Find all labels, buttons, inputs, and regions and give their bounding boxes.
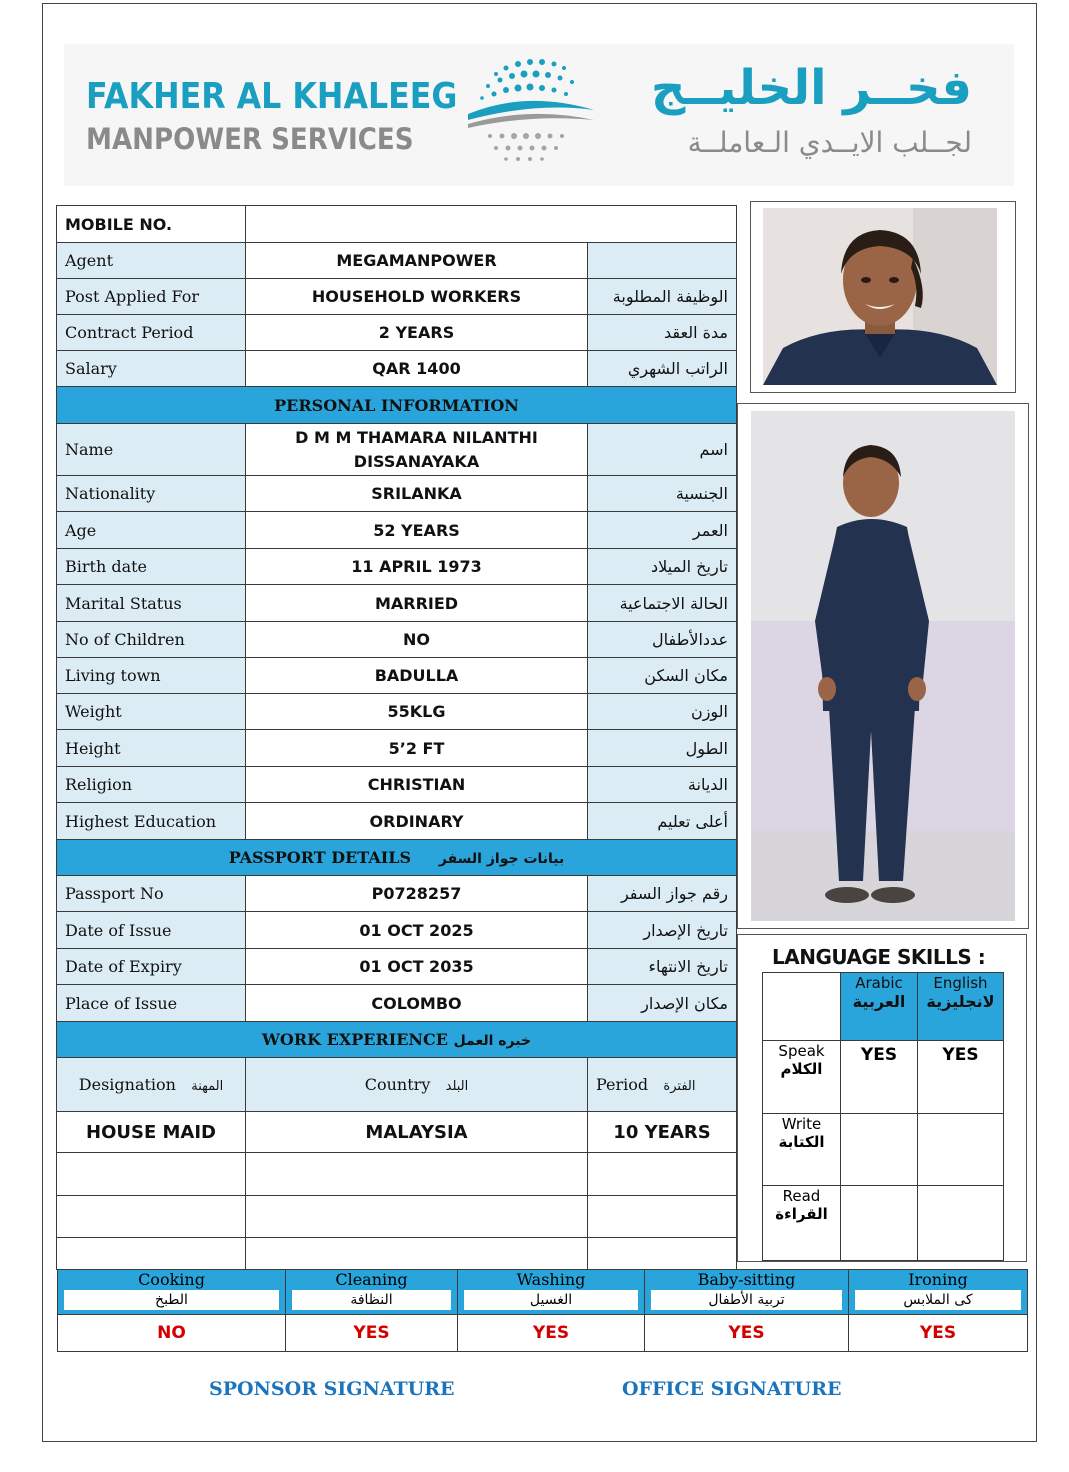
arabic-header-ar: العربية [852, 992, 906, 1011]
education-label-ar: أعلى تعليم [588, 803, 737, 840]
skill-washing-en: Washing [516, 1270, 586, 1289]
name-value [246, 424, 588, 476]
skill-cooking-ar: الطبخ [64, 1290, 279, 1310]
salary-value: QAR 1400 [246, 351, 588, 387]
name-value-line-1: D M M THAMARA NILANTHI [295, 427, 538, 447]
arabic-header-en: Arabic [855, 974, 903, 992]
weight-label: Weight [57, 694, 246, 730]
company-name-ar: فخــر الخليــج [650, 60, 972, 116]
salary-label: Salary [57, 351, 246, 387]
skill-cleaning-value: YES [286, 1315, 458, 1352]
company-logo-icon [466, 54, 596, 172]
weight-value: 55KLG [246, 694, 588, 730]
children-label-ar: عددالأطفال [588, 622, 737, 658]
passport-no-label-ar: رقم جواز السفر [588, 876, 737, 912]
agent-label: Agent [57, 243, 246, 279]
speak-english-value: YES [918, 1041, 1004, 1114]
name-label: Name [57, 424, 246, 476]
english-header-ar: لانجليزية [926, 992, 995, 1011]
birth-date-label: Birth date [57, 549, 246, 585]
write-english-value [918, 1114, 1004, 1186]
marital-status-label: Marital Status [57, 585, 246, 622]
children-label: No of Children [57, 622, 246, 658]
skill-babysitting-en: Baby-sitting [697, 1270, 796, 1289]
passport-heading-ar: بيانات جواز السفر [438, 851, 565, 867]
period-header-ar: الفترة [663, 1079, 696, 1094]
passport-no-label: Passport No [57, 876, 246, 912]
issue-date-label: Date of Issue [57, 912, 246, 949]
company-subtitle-ar: لجــلب الايــدي الـعاملــة [687, 126, 972, 159]
read-arabic-value [841, 1186, 918, 1261]
country-header-ar: البلد [445, 1079, 469, 1094]
skill-cooking-en: Cooking [138, 1270, 205, 1289]
language-corner-cell [763, 973, 841, 1041]
work-experience-heading [57, 1022, 737, 1058]
passport-no-value: P0728257 [246, 876, 588, 912]
post-label: Post Applied For [57, 279, 246, 315]
age-label: Age [57, 512, 246, 549]
company-header [64, 44, 1014, 186]
work-country-value: MALAYSIA [246, 1112, 588, 1153]
birth-date-label-ar: تاريخ الميلاد [588, 549, 737, 585]
portrait-photo [763, 208, 997, 385]
height-label: Height [57, 730, 246, 767]
marital-status-value: MARRIED [246, 585, 588, 622]
speak-label-ar: الكلام [780, 1060, 823, 1078]
issue-date-value: 01 OCT 2025 [246, 912, 588, 949]
skill-header-ironing [849, 1270, 1028, 1315]
language-skills-title: LANGUAGE SKILLS : [772, 945, 986, 969]
country-header-en: Country [364, 1075, 431, 1094]
living-town-label-ar: مكان السكن [588, 658, 737, 694]
write-label-ar: الكتابة [778, 1133, 825, 1151]
living-town-value: BADULLA [246, 658, 588, 694]
work-heading-ar: خبره العمل [453, 1033, 532, 1049]
expiry-date-label-ar: تاريخ الانتهاء [588, 949, 737, 985]
skill-babysitting-ar: تربية الأطفال [651, 1290, 842, 1310]
read-label-en: Read [782, 1187, 821, 1205]
work-empty-cell [246, 1196, 588, 1238]
contract-label: Contract Period [57, 315, 246, 351]
religion-value: CHRISTIAN [246, 767, 588, 803]
country-header [246, 1058, 588, 1112]
work-designation-value: HOUSE MAID [57, 1112, 246, 1153]
read-english-value [918, 1186, 1004, 1261]
nationality-label: Nationality [57, 476, 246, 512]
work-empty-cell [57, 1153, 246, 1196]
write-arabic-value [841, 1114, 918, 1186]
work-empty-cell [246, 1238, 588, 1270]
skill-header-cleaning [286, 1270, 458, 1315]
work-period-value: 10 YEARS [588, 1112, 737, 1153]
name-label-ar: اسم [588, 424, 737, 476]
place-of-issue-label: Place of Issue [57, 985, 246, 1022]
education-label: Highest Education [57, 803, 246, 840]
skill-header-cooking [58, 1270, 286, 1315]
living-town-label: Living town [57, 658, 246, 694]
english-header-en: English [933, 974, 988, 992]
expiry-date-value: 01 OCT 2035 [246, 949, 588, 985]
post-label-ar: الوظيفة المطلوبة [588, 279, 737, 315]
work-heading-en: WORK EXPERIENCE [261, 1030, 448, 1049]
skill-washing-ar: الغسيل [464, 1290, 638, 1310]
issue-date-label-ar: تاريخ الإصدار [588, 912, 737, 949]
work-empty-cell [57, 1238, 246, 1270]
passport-heading-en: PASSPORT DETAILS [228, 848, 412, 867]
skill-header-washing [458, 1270, 645, 1315]
age-value: 52 YEARS [246, 512, 588, 549]
office-signature-label: OFFICE SIGNATURE [622, 1378, 842, 1400]
write-label-en: Write [781, 1115, 822, 1133]
mobile-value [246, 206, 737, 243]
name-value-line-2: DISSANAYAKA [353, 451, 480, 471]
skill-babysitting-value: YES [645, 1315, 849, 1352]
read-label-ar: القراءة [775, 1205, 828, 1223]
skill-ironing-en: Ironing [908, 1270, 968, 1289]
company-name-en: FAKHER AL KHALEEG [86, 76, 458, 117]
designation-header [57, 1058, 246, 1112]
work-empty-cell [588, 1238, 737, 1270]
skill-cleaning-en: Cleaning [335, 1270, 408, 1289]
speak-arabic-value: YES [841, 1041, 918, 1114]
skill-ironing-value: YES [849, 1315, 1028, 1352]
work-empty-cell [246, 1153, 588, 1196]
cv-table [56, 205, 737, 1270]
birth-date-value: 11 APRIL 1973 [246, 549, 588, 585]
work-empty-cell [588, 1153, 737, 1196]
work-empty-cell [57, 1196, 246, 1238]
place-of-issue-label-ar: مكان الإصدار [588, 985, 737, 1022]
write-row-label [763, 1114, 841, 1186]
age-label-ar: العمر [588, 512, 737, 549]
marital-status-label-ar: الحالة الاجتماعية [588, 585, 737, 622]
religion-label-ar: الديانة [588, 767, 737, 803]
children-value: NO [246, 622, 588, 658]
designation-header-en: Designation [78, 1075, 176, 1094]
language-skills-table [762, 972, 1004, 1261]
speak-label-en: Speak [778, 1042, 825, 1060]
nationality-label-ar: الجنسية [588, 476, 737, 512]
agent-label-ar [588, 243, 737, 279]
mobile-label: MOBILE NO. [57, 206, 246, 243]
religion-label: Religion [57, 767, 246, 803]
skill-header-babysitting [645, 1270, 849, 1315]
salary-label-ar: الراتب الشهري [588, 351, 737, 387]
full-body-photo [751, 411, 1015, 921]
skill-washing-value: YES [458, 1315, 645, 1352]
weight-label-ar: الوزن [588, 694, 737, 730]
expiry-date-label: Date of Expiry [57, 949, 246, 985]
speak-row-label [763, 1041, 841, 1114]
designation-header-ar: المهنة [191, 1079, 224, 1094]
arabic-header [841, 973, 918, 1041]
contract-label-ar: مدة العقد [588, 315, 737, 351]
passport-heading [57, 840, 737, 876]
period-header-en: Period [596, 1075, 649, 1094]
sponsor-signature-label: SPONSOR SIGNATURE [209, 1378, 455, 1400]
skill-ironing-ar: كى الملابس [855, 1290, 1021, 1310]
skills-table [57, 1269, 1028, 1352]
skill-cooking-value: NO [58, 1315, 286, 1352]
education-value: ORDINARY [246, 803, 588, 840]
work-empty-cell [588, 1196, 737, 1238]
personal-info-heading: PERSONAL INFORMATION [57, 387, 737, 424]
agent-value: MEGAMANPOWER [246, 243, 588, 279]
english-header [918, 973, 1004, 1041]
nationality-value: SRILANKA [246, 476, 588, 512]
contract-value: 2 YEARS [246, 315, 588, 351]
post-value: HOUSEHOLD WORKERS [246, 279, 588, 315]
skill-cleaning-ar: النظافة [292, 1290, 451, 1310]
period-header [588, 1058, 737, 1112]
read-row-label [763, 1186, 841, 1261]
place-of-issue-value: COLOMBO [246, 985, 588, 1022]
company-subtitle-en: MANPOWER SERVICES [86, 122, 414, 156]
height-label-ar: الطول [588, 730, 737, 767]
height-value: 5’2 FT [246, 730, 588, 767]
